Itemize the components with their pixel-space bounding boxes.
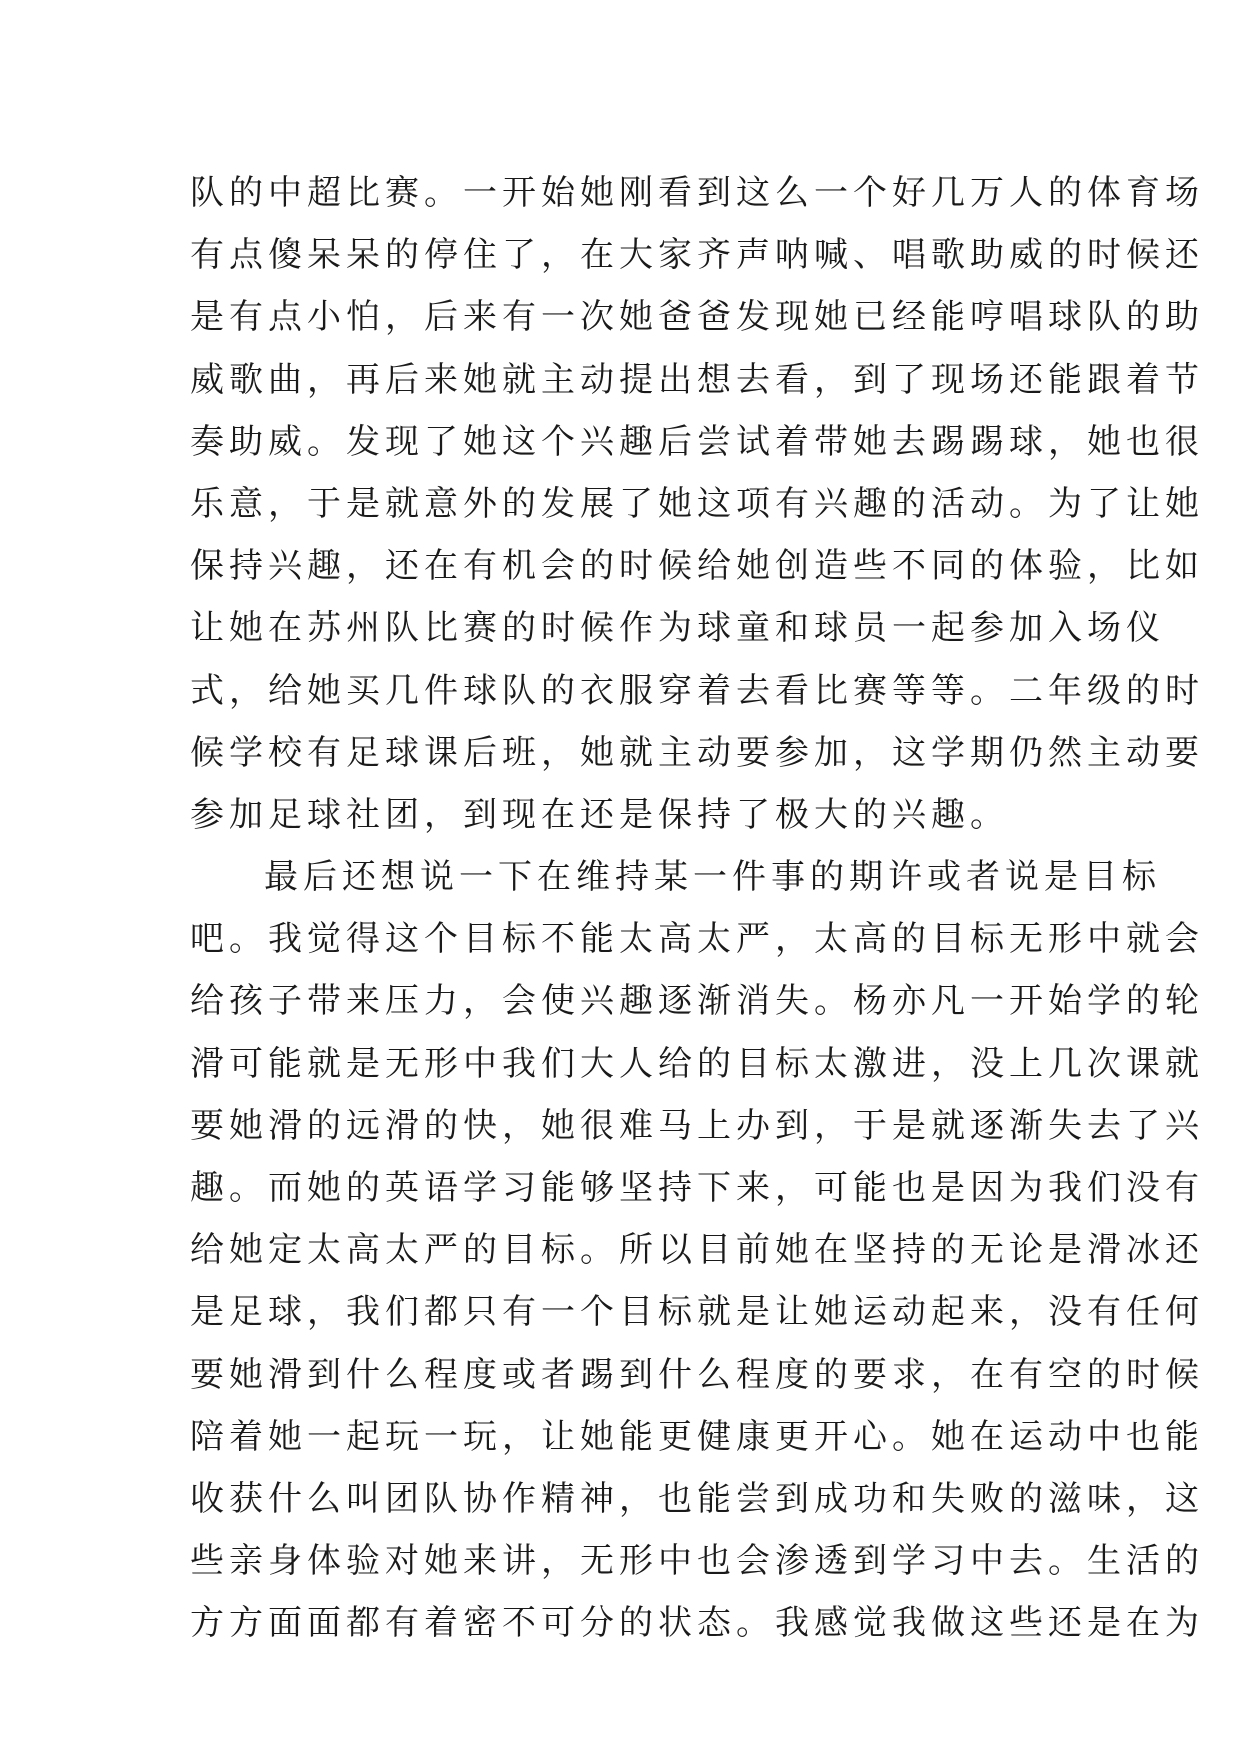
paragraph: [190, 162, 1204, 846]
text-line: 式，给她买几件球队的衣服穿着去看比赛等等。二年级的时: [190, 670, 1204, 711]
text-line: 候学校有足球课后班，她就主动要参加，这学期仍然主动要: [190, 732, 1204, 773]
text-line: 些亲身体验对她来讲，无形中也会渗透到学习中去。生活的: [190, 1541, 1204, 1582]
text-line: 收获什么叫团队协作精神，也能尝到成功和失败的滋味，这: [190, 1478, 1204, 1519]
text-line: 乐意，于是就意外的发展了她这项有兴趣的活动。为了让她: [190, 483, 1204, 524]
text-line: 是足球，我们都只有一个目标就是让她运动起来，没有任何: [190, 1292, 1204, 1333]
text-line: 给孩子带来压力，会使兴趣逐渐消失。杨亦凡一开始学的轮: [190, 981, 1204, 1022]
document-body: [190, 162, 1204, 1655]
text-line: 有点傻呆呆的停住了，在大家齐声呐喊、唱歌助威的时候还: [190, 235, 1204, 276]
text-line: 滑可能就是无形中我们大人给的目标太激进，没上几次课就: [190, 1043, 1204, 1084]
text-line: 最后还想说一下在维持某一件事的期许或者说是目标: [264, 857, 1161, 898]
text-line: 队的中超比赛。一开始她刚看到这么一个好几万人的体育场: [190, 173, 1204, 213]
text-line: 要她滑的远滑的快，她很难马上办到，于是就逐渐失去了兴: [190, 1105, 1204, 1146]
paragraph: [190, 846, 1204, 1654]
text-line: 趣。而她的英语学习能够坚持下来，可能也是因为我们没有: [190, 1168, 1204, 1208]
text-line: 陪着她一起玩一玩，让她能更健康更开心。她在运动中也能: [190, 1416, 1204, 1457]
text-line: 吧。我觉得这个目标不能太高太严，太高的目标无形中就会: [190, 919, 1204, 960]
text-line: 是有点小怕，后来有一次她爸爸发现她已经能哼唱球队的助: [190, 297, 1204, 338]
text-line: 参加足球社团，到现在还是保持了极大的兴趣。: [190, 794, 1009, 835]
text-line: 让她在苏州队比赛的时候作为球童和球员一起参加入场仪: [190, 608, 1165, 649]
text-line: 保持兴趣，还在有机会的时候给她创造些不同的体验，比如: [190, 546, 1204, 587]
text-line: 给她定太高太严的目标。所以目前她在坚持的无论是滑冰还: [190, 1230, 1204, 1271]
text-line: 奏助威。发现了她这个兴趣后尝试着带她去踢踢球，她也很: [190, 421, 1204, 462]
text-line: 威歌曲，再后来她就主动提出想去看，到了现场还能跟着节: [190, 359, 1204, 400]
text-line: 方方面面都有着密不可分的状态。我感觉我做这些还是在为: [190, 1603, 1204, 1644]
text-line: 要她滑到什么程度或者踢到什么程度的要求，在有空的时候: [190, 1354, 1204, 1395]
